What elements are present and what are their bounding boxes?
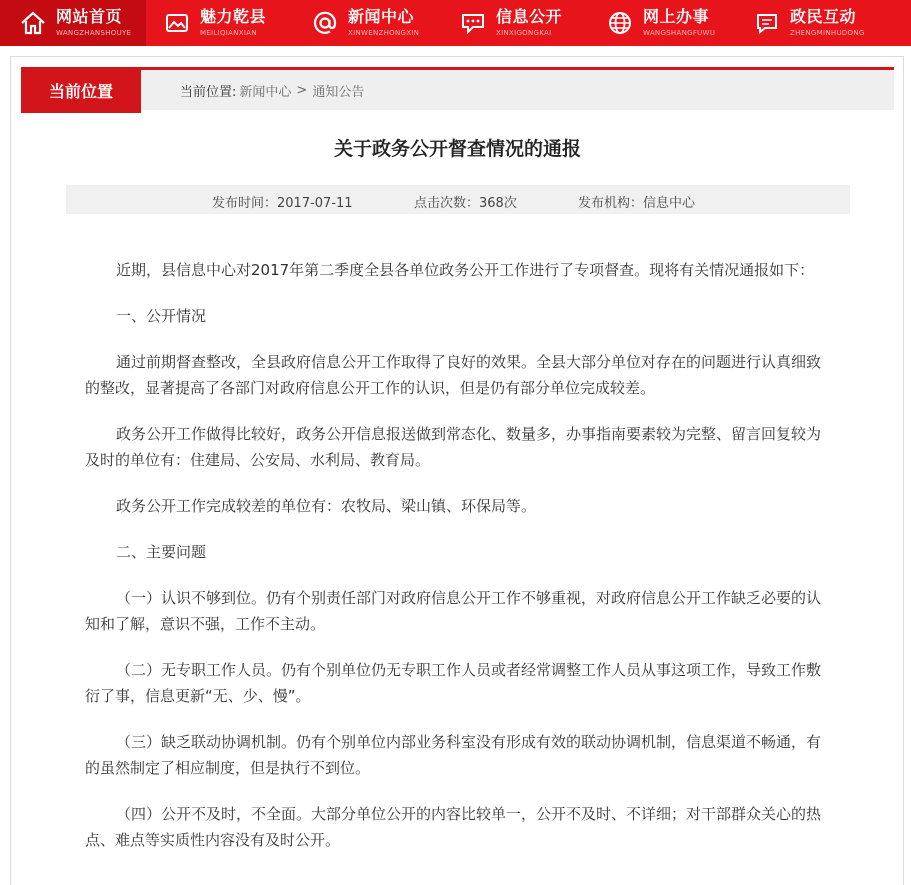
paragraph: 政务公开工作做得比较好，政务公开信息报送做到常态化、数量多，办事指南要素较为完整、留言回复较为及时的单位有：住建局、公安局、水利局、教育局。 bbox=[85, 425, 822, 469]
breadcrumb-lead: 当前位置: bbox=[180, 84, 237, 100]
article-meta bbox=[66, 185, 850, 214]
article-body bbox=[85, 257, 825, 873]
paragraph: 二、主要问题 bbox=[116, 543, 207, 561]
paragraph: 一、公开情况 bbox=[116, 307, 207, 325]
breadcrumb-link-news[interactable]: 新闻中心 bbox=[239, 84, 292, 100]
nav-sublabel: WANGZHANSHOUYE bbox=[56, 29, 132, 37]
globe-icon bbox=[607, 10, 633, 36]
chat-icon bbox=[460, 10, 486, 36]
paragraph: （一）认识不够到位。仍有个别责任部门对政府信息公开工作不够重视，对政府信息公开工作缺乏必要的认知和了解，意识不强，工作不主动。 bbox=[85, 589, 822, 633]
nav-label: 网上办事 bbox=[643, 7, 710, 26]
publisher: 发布机构：信息中心 bbox=[578, 196, 696, 211]
at-icon bbox=[312, 10, 338, 36]
paragraph: 近期，县信息中心对2017年第二季度全县各单位政务公开工作进行了专项督查。现将有关情况通报如下： bbox=[116, 261, 815, 279]
breadcrumb-link-notice[interactable]: 通知公告 bbox=[312, 84, 365, 100]
nav-label: 新闻中心 bbox=[348, 7, 415, 26]
nav-label: 网站首页 bbox=[56, 7, 123, 26]
click-count: 点击次数：368次 bbox=[414, 196, 517, 211]
nav-sublabel: XINWENZHONGXIN bbox=[348, 29, 420, 37]
article-title: 关于政务公开督查情况的通报 bbox=[333, 138, 581, 160]
nav-item-home[interactable] bbox=[0, 0, 146, 46]
nav-sublabel: MEILIQIANXIAN bbox=[200, 29, 257, 37]
top-navigation bbox=[0, 0, 911, 46]
home-icon bbox=[20, 10, 46, 36]
nav-item-info[interactable] bbox=[442, 0, 589, 46]
message-icon bbox=[754, 10, 780, 36]
nav-item-online-service[interactable] bbox=[589, 0, 736, 46]
breadcrumb-separator: > bbox=[296, 82, 308, 98]
paragraph: （三）缺乏联动协调机制。仍有个别单位内部业务科室没有形成有效的联动协调机制，信息渠道不畅通，有的虽然制定了相应制度，但是执行不到位。 bbox=[85, 733, 822, 777]
nav-item-charm[interactable] bbox=[146, 0, 294, 46]
breadcrumb-bar bbox=[21, 67, 894, 110]
breadcrumb bbox=[180, 70, 364, 110]
paragraph: （四）公开不及时，不全面。大部分单位公开的内容比较单一，公开不及时、不详细；对干部群众关心的热点、难点等实质性内容没有及时公开。 bbox=[85, 805, 822, 849]
paragraph: 政务公开工作完成较差的单位有：农牧局、梁山镇、环保局等。 bbox=[116, 497, 537, 515]
nav-label: 信息公开 bbox=[496, 7, 563, 26]
nav-label: 政民互动 bbox=[790, 7, 857, 26]
picture-icon bbox=[164, 10, 190, 36]
nav-sublabel: WANGSHANGFUWU bbox=[643, 29, 716, 37]
nav-item-news[interactable] bbox=[294, 0, 442, 46]
paragraph: 通过前期督查整改，全县政府信息公开工作取得了良好的效果。全县大部分单位对存在的问题进行认真细致的整改，显著提高了各部门对政府信息公开工作的认识，但是仍有部分单位完成较差。 bbox=[85, 353, 822, 397]
nav-sublabel: XINXIGONGKAI bbox=[496, 29, 552, 37]
current-location-tab: 当前位置 bbox=[21, 67, 141, 113]
publish-time: 发布时间：2017-07-11 bbox=[212, 196, 353, 211]
nav-label: 魅力乾县 bbox=[200, 7, 267, 26]
nav-sublabel: ZHENGMINHUDONG bbox=[790, 29, 865, 37]
paragraph: （二）无专职工作人员。仍有个别单位仍无专职工作人员或者经常调整工作人员从事这项工作，导致工作敷衍了事，信息更新“无、少、慢”。 bbox=[85, 661, 822, 705]
nav-item-interaction[interactable] bbox=[736, 0, 911, 46]
